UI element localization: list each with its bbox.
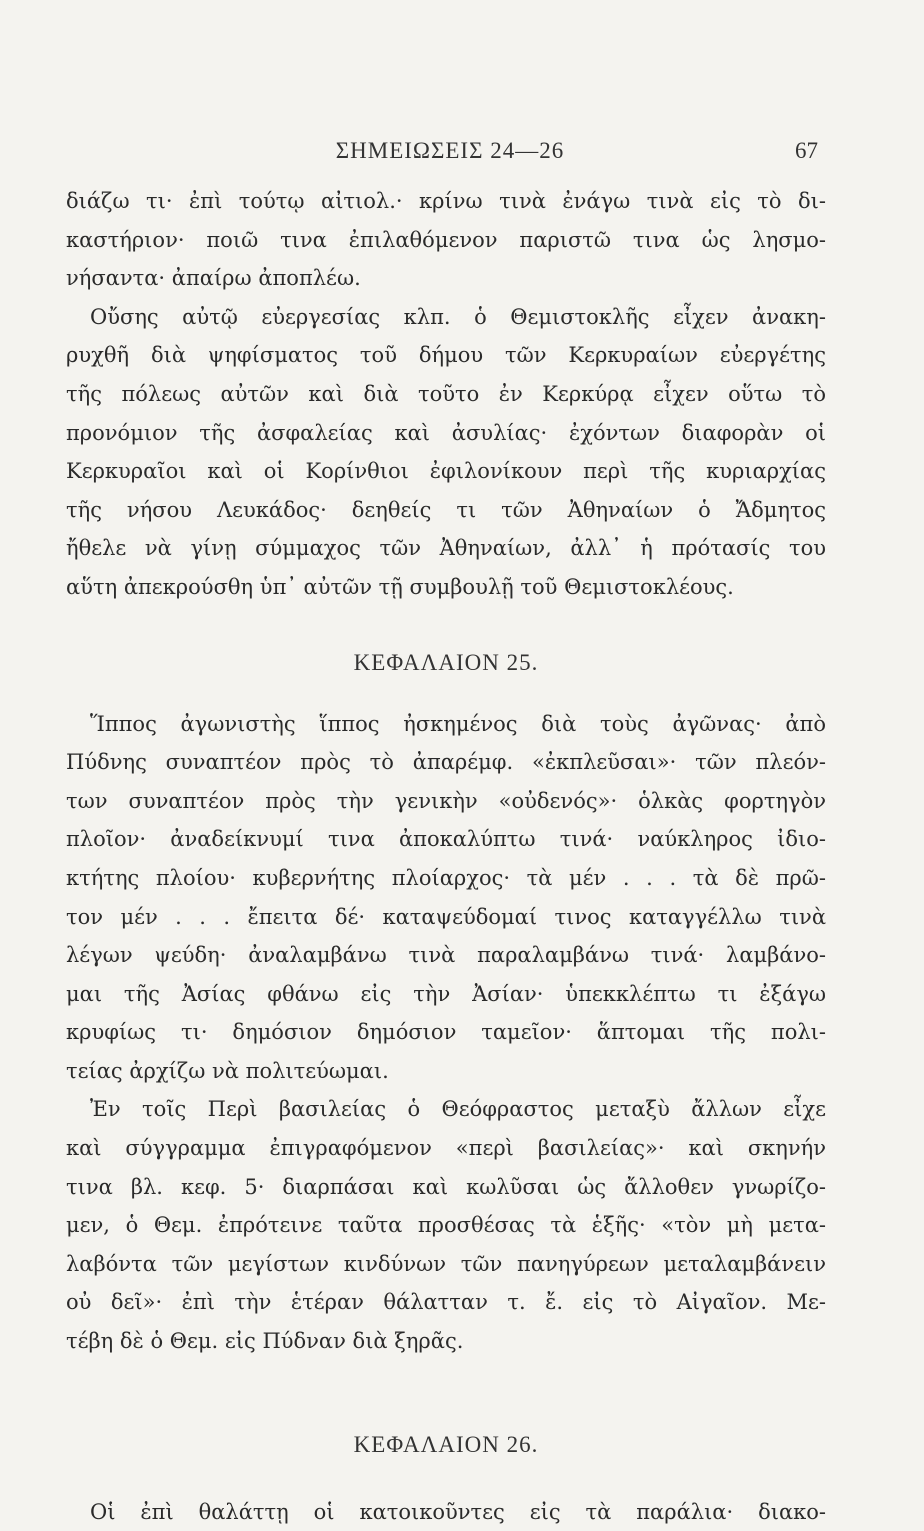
text-line: Πύδνης συναπτέον πρὸς τὸ ἀπαρέμφ. «ἐκπλεῦσαι»· τῶν πλεόν- [66, 750, 826, 775]
page-header [0, 138, 924, 178]
text-line: Οἱ ἐπὶ θαλάττῃ οἱ κατοικοῦντες εἰς τὰ παράλια· διακο- [90, 1499, 826, 1524]
text-line: τον μέν . . . ἔπειτα δέ· καταψεύδομαί τινος καταγγέλλω τινὰ [66, 904, 826, 929]
text-line: προνόμιον τῆς ἀσφαλείας καὶ ἀσυλίας· ἐχόντων διαφορὰν οἱ [66, 420, 826, 445]
text-line: οὐ δεῖ»· ἐπὶ τὴν ἑτέραν θάλατταν τ. ἔ. εἰς τὸ Αἰγαῖον. Με- [66, 1290, 826, 1315]
text-line: Κερκυραῖοι καὶ οἱ Κορίνθιοι ἐφιλονίκουν περὶ τῆς κυριαρχίας [66, 459, 826, 484]
text-line: αὕτη ἀπεκρούσθη ὑπ᾽ αὐτῶν τῇ συμβουλῇ τοῦ Θεμιστοκλέους. [66, 574, 734, 599]
text-line: τῆς νήσου Λευκάδος· δεηθείς τι τῶν Ἀθηναίων ὁ Ἄδμητος [66, 497, 826, 522]
text-line: Ἐν τοῖς Περὶ βασιλείας ὁ Θεόφραστος μεταξὺ ἄλλων εἶχε [90, 1097, 826, 1122]
text-line: Ἵππος ἀγωνιστὴς ἵππος ἠσκημένος διὰ τοὺς ἀγῶνας· ἀπὸ [90, 711, 826, 736]
text-line: καστήριον· ποιῶ τινα ἐπιλαθόμενον παριστῶ τινα ὡς λησμο- [66, 227, 826, 252]
chapter-heading-25: ΚΕΦΑΛΑΙΟΝ 25. [353, 649, 539, 675]
running-head: ΣΗΜΕΙΩΣΕΙΣ 24—26 [335, 138, 565, 163]
section-notes-24 [66, 182, 826, 607]
text-line: τέβη δὲ ὁ Θεμ. εἰς Πύδναν διὰ ξηρᾶς. [66, 1329, 464, 1354]
text-line: καὶ σύγγραμμα ἐπιγραφόμενον «περὶ βασιλείας»· καὶ σκηνήν [66, 1136, 826, 1161]
text-line: μεν, ὁ Θεμ. ἐπρότεινε ταῦτα προσθέσας τὰ ἑξῆς· «τὸν μὴ μετα- [66, 1213, 826, 1238]
page-body [66, 182, 826, 1531]
text-line: ρυχθῆ διὰ ψηφίσματος τοῦ δήμου τῶν Κερκυραίων εὐεργέτης [66, 343, 826, 368]
text-line: πλοῖον· ἀναδείκνυμί τινα ἀποκαλύπτω τινά· ναύκληρος ἰδιο- [66, 827, 826, 852]
section-notes-26 [66, 1493, 826, 1531]
text-line: τινα βλ. κεφ. 5· διαρπάσαι καὶ κωλῦσαι ὡς ἄλλοθεν γνωρίζο- [66, 1174, 826, 1199]
text-line: των συναπτέον πρὸς τὴν γενικὴν «οὐδενός»· ὁλκὰς φορτηγὸν [66, 788, 826, 813]
text-line: κτήτης πλοίου· κυβερνήτης πλοίαρχος· τὰ μέν . . . τὰ δὲ πρῶ- [66, 865, 826, 890]
text-line: κρυφίως τι· δημόσιον δημόσιον ταμεῖον· ἅπτομαι τῆς πολι- [66, 1020, 826, 1045]
page-number: 67 [795, 138, 818, 163]
section-notes-25 [66, 705, 826, 1361]
chapter-heading-26: ΚΕΦΑΛΑΙΟΝ 26. [353, 1431, 539, 1457]
text-line: νήσαντα· ἀπαίρω ἀποπλέω. [66, 266, 361, 291]
text-line: ἤθελε νὰ γίνῃ σύμμαχος τῶν Ἀθηναίων, ἀλλ᾽ ἡ πρότασίς του [66, 536, 826, 561]
text-line: τείας ἀρχίζω νὰ πολιτεύωμαι. [66, 1058, 389, 1083]
text-line: λαβόντα τῶν μεγίστων κινδύνων τῶν πανηγύρεων μεταλαμβάνειν [66, 1251, 826, 1276]
text-line: Οὔσης αὐτῷ εὐεργεσίας κλπ. ὁ Θεμιστοκλῆς εἶχεν ἀνακη- [90, 304, 826, 329]
text-line: λέγων ψεύδη· ἀναλαμβάνω τινὰ παραλαμβάνω τινά· λαμβάνο- [66, 943, 826, 968]
text-line: τῆς πόλεως αὐτῶν καὶ διὰ τοῦτο ἐν Κερκύρᾳ εἶχεν οὕτω τὸ [66, 381, 826, 406]
text-line: διάζω τι· ἐπὶ τούτῳ αἰτιολ.· κρίνω τινὰ ἐνάγω τινὰ εἰς τὸ δι- [66, 189, 826, 213]
text-line: μαι τῆς Ἀσίας φθάνω εἰς τὴν Ἀσίαν· ὑπεκκλέπτω τι ἐξάγω [66, 981, 826, 1006]
